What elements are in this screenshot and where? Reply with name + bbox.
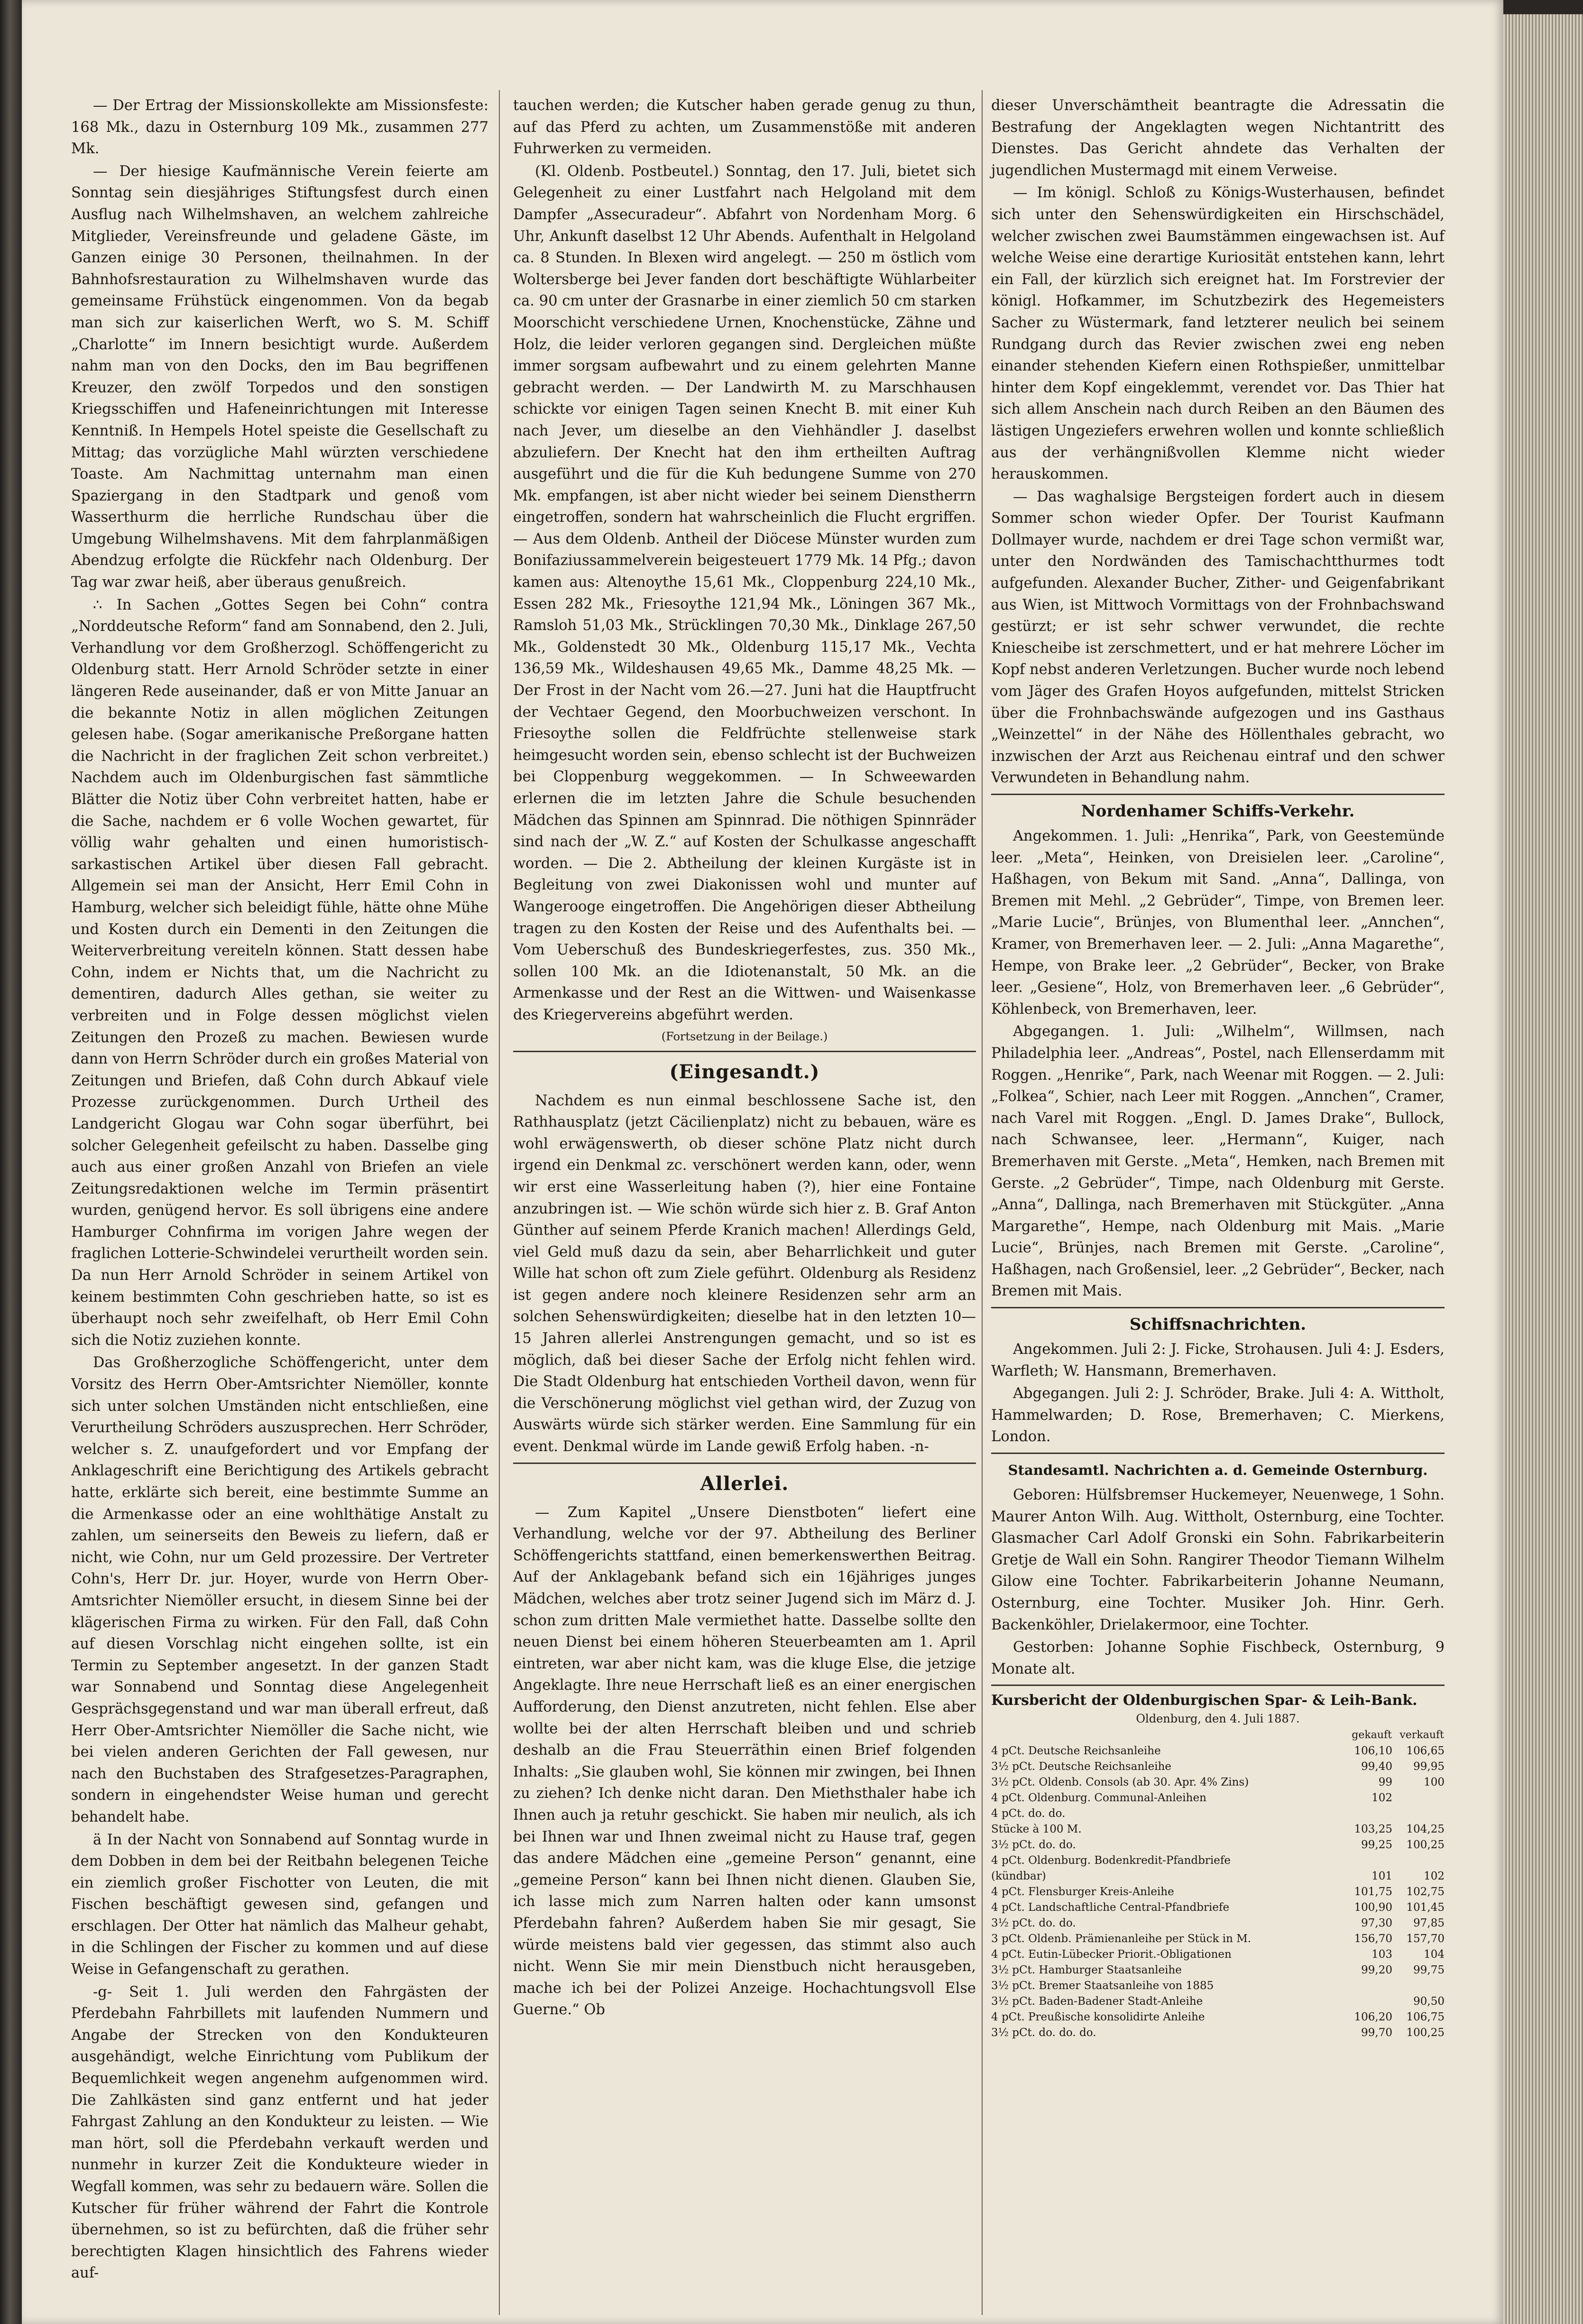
article: — Das waghalsige Bergsteigen fordert auch in diesem Sommer schon wieder Opfer. Der Tourist Kaufmann Dollmayer wurde, nachdem er drei Tage schon vermißt war, unter den Nordwänden des Tamischachtthurmes todt aufgefunden. Alexander Bucher, Zither- und Geigenfabrikant aus Wien, ist Mittwoch Vormittags von der Frohnbachswand gestürzt; er ist sehr schwer verwundet, die rechte Kniescheibe ist zerschmettert, und er hat mehrere Löcher im Kopf nebst anderen Verletzungen. Bucher wurde noch lebend vom Jäger des Grafen Hoyos aufgefunden, mittelst Stricken über die Frohnbachswände aufgezogen und ins Gasthaus „Weinzettel“ in der Nähe des Höllenthales gebracht, wo inzwischen der Arzt aus Reichenau eintraf und den schwer Verwundeten in Behandlung nahm. — [991, 488, 1445, 787]
section-rule — [513, 1051, 976, 1052]
price-bought — [1340, 1978, 1392, 1994]
births: Geboren: Hülfsbremser Huckemeyer, Neuenwege, 1 Sohn. Maurer Anton Wilh. Aug. Wittholt, Osternburg, eine Tochter. Glasmacher Carl Adolf Gronski ein Sohn. Fabrikarbeiterin Gretje de Wall ein Sohn. Rangirer Theodor Tiemann Wilhelm Gilow eine Tochter. Fabrikarbeiterin Johanne Neumann, Osternburg, eine Tochter. Musiker Joh. Hinr. Gerh. Backenköhler, Drielakermoor, eine Tochter. — [991, 1487, 1445, 1633]
section-heading-kursbericht: Kursbericht der Oldenburgischen Spar- & Leih-Bank. — [991, 1692, 1417, 1709]
security-name: (kündbar) — [991, 1870, 1046, 1883]
col-gekauft: gekauft — [1352, 1729, 1392, 1741]
table-row — [991, 1837, 1445, 1853]
security-name: 3½ pCt. Baden-Badener Stadt-Anleihe — [991, 1995, 1203, 2008]
price-sold — [1392, 1853, 1445, 1869]
security-name: Stücke à 100 M. — [991, 1823, 1082, 1836]
table-row — [991, 1759, 1445, 1775]
price-bought: 99,70 — [1361, 2027, 1392, 2039]
price-bought: 103 — [1371, 1948, 1392, 1961]
price-sold: 100 — [1424, 1776, 1445, 1789]
price-bought — [1340, 1994, 1392, 2009]
table-row — [991, 1743, 1445, 1759]
article: ä In der Nacht von Sonnabend auf Sonntag wurde in dem Dobben in dem bei der Reitbahn belegenen Teiche ein ziemlich großer Fischotter von Leuten, die mit Fischen beschäftigt gewesen sind, gefangen und erschlagen. Der Otter hat nämlich das Malheur gehabt, in die Schlingen der Fischer zu kommen und auf diese Weise in Gefangenschaft zu gerathen. — [71, 1831, 488, 1978]
section-rule — [991, 1685, 1445, 1686]
price-bought: 156,70 — [1354, 1933, 1392, 1945]
security-name: 3½ pCt. Bremer Staatsanleihe von 1885 — [991, 1980, 1214, 1992]
ship-arrivals: Angekommen. Juli 2: J. Ficke, Strohausen. Juli 4: J. Esders, Warfleth; W. Hansmann, Bremerhaven. — [991, 1341, 1445, 1380]
table-row — [991, 1994, 1445, 2009]
security-name: 3½ pCt. Oldenb. Consols (ab 30. Apr. 4% Zins) — [991, 1776, 1249, 1789]
price-sold — [1392, 1790, 1445, 1806]
deaths: Gestorben: Johanne Sophie Fischbeck, Osternburg, 9 Monate alt. — [991, 1639, 1445, 1677]
ship-departures: Abgegangen. Juli 2: J. Schröder, Brake. Juli 4: A. Wittholt, Hammelwarden; D. Rose, Bremerhaven; C. Mierkens, London. — [991, 1385, 1445, 1445]
price-bought: 101,75 — [1354, 1886, 1392, 1898]
price-sold: 99,95 — [1413, 1760, 1445, 1773]
security-name: 4 pCt. do. do. — [991, 1807, 1066, 1820]
ship-departures: Abgegangen. 1. Juli: „Wilhelm“, Willmsen, nach Philadelphia leer. „Andreas“, Postel, nach Ellenserdamm mit Roggen. „Henrike“, Park, nach Weenar mit Roggen. — 2. Juli: „Folkea“, Schier, nach Leer mit Roggen. „Annchen“, Cramer, nach Varel mit Roggen. „Engl. D. James Drake“, Bullock, nach Schwansee, leer. „Hermann“, Kuiger, nach Bremerhaven mit Gerste. „Meta“, Hemken, nach Bremen mit Gerste. „2 Gebrüder“, Timpe, nach Oldenburg mit Gerste. „Anna“, Dallinga, nach Bremerhaven mit Stückgüter. „Anna Margarethe“, Hempe, nach Oldenburg mit Mais. „Marie Lucie“, Brünjes, nach Bremen mit Gerste. „Caroline“, Haßhagen, nach Großensiel, leer. „2 Gebrüder“, Becker, nach Bremen mit Mais. — [991, 1023, 1445, 1300]
column-1 — [71, 95, 488, 2285]
security-name: 4 pCt. Landschaftliche Central-Pfandbriefe — [991, 1901, 1230, 1914]
security-name: 4 pCt. Preußische konsolidirte Anleihe — [991, 2011, 1205, 2024]
table-row — [991, 2009, 1445, 2025]
price-bought: 106,10 — [1354, 1745, 1392, 1758]
article: ∴ In Sachen „Gottes Segen bei Cohn“ contra „Norddeutsche Reform“ fand am Sonnabend, den 2. Juli, Verhandlung vor dem Großherzogl. Schöffengericht zu Oldenburg statt. Herr Arnold Schröder setzte in einer längeren Rede auseinander, daß er von Mitte Januar an die bekannte Notiz in allen möglichen Zeitungen gelesen habe. (Sogar amerikanische Preßorgane hatten die Nachricht in der fraglichen Zeit schon verbreitet.) Nachdem auch im Oldenburgischen fast sämmtliche Blätter die Notiz über Cohn verbreitet hatten, habe er die Sache, nachdem er 6 volle Wochen gewartet, für völlig wahr gehalten und einen humoristisch-sarkastischen Artikel über diesen Fall gebracht. Allgemein sei man der Ansicht, Herr Emil Cohn in Hamburg, welcher sich beleidigt fühle, hätte ohne Mühe und Kosten durch ein Dementi in den Zeitungen die Weiterverbreitung vereiteln können. Statt dessen habe Cohn, indem er Nichts that, um die Nachricht zu dementiren, dadurch Alles gethan, sie weiter zu verbreiten und in Folge dessen möglichst vielen Zeitungen den Prozeß zu machen. Bewiesen wurde dann von Herrn Schröder durch ein großes Material von Zeitungen und Briefen, daß Cohn durch Abkauf viele Prozesse zurückgenommen. Durch Urtheil des Landgericht Glogau war Cohn sogar überführt, bei solcher Gelegenheit gefeilscht zu haben. Dasselbe ging auch aus einer großen Anzahl von Briefen an viele Zeitungsredaktionen welche im Termin präsentirt wurden, genügend hervor. Es soll übrigens eine andere Hamburger Cohnfirma im vorigen Jahre wegen der fraglichen Lotterie-Schwindelei verurtheilt worden sein. Da nun Herr Arnold Schröder in seinem Artikel von keinem bestimmten Cohn geschrieben hatte, so ist es überhaupt noch sehr zweifelhaft, ob Herr Emil Cohn sich die Notiz zuziehen konnte. — [71, 596, 488, 1349]
price-bought: 102 — [1371, 1792, 1392, 1805]
price-sold: 106,75 — [1406, 2011, 1445, 2024]
price-sold — [1392, 1978, 1445, 1994]
table-header-row — [991, 1727, 1445, 1743]
price-bought: 101 — [1371, 1870, 1392, 1883]
section-rule — [513, 1463, 976, 1464]
table-row — [991, 1790, 1445, 1806]
section-rule — [991, 794, 1445, 795]
article: -g- Seit 1. Juli werden den Fahrgästen der Pferdebahn Fahrbillets mit laufenden Nummern und Angabe der Strecken von den Kondukteuren ausgehändigt, welche Einrichtung vom Publikum der Bequemlichkeit wegen angenehm aufgenommen wird. Die Zahlkästen sind ganz entfernt und hat jeder Fahrgast Zahlung an den Kondukteur zu leisten. — Wie man hört, soll die Pferdebahn verkauft werden und nunmehr in kurzer Zeit die Kondukteure wieder in Wegfall kommen, was sehr zu bedauern wäre. Sollen die Kutscher für früher während der Fahrt die Kontrole übernehmen, so ist zu befürchten, daß die früher sehr berechtigten Klagen hinsichtlich des Fahrens wieder auf- — [71, 1983, 488, 2282]
table-row — [991, 1978, 1445, 1994]
table-row — [991, 1947, 1445, 1963]
section-rule — [991, 1453, 1445, 1454]
price-bought: 100,90 — [1354, 1901, 1392, 1914]
security-name: 3 pCt. Oldenb. Prämienanleihe per Stück in M. — [991, 1933, 1252, 1945]
column-rule-2 — [982, 90, 983, 2315]
security-name: 3½ pCt. do. do. do. — [991, 2027, 1096, 2039]
col-verkauft: verkauft — [1399, 1729, 1444, 1741]
price-bought: 103,25 — [1354, 1823, 1392, 1836]
newspaper-page — [22, 0, 1503, 2324]
price-bought — [1340, 1853, 1392, 1869]
price-sold: 104 — [1424, 1948, 1445, 1961]
article: — Im königl. Schloß zu Königs-Wusterhausen, befindet sich unter den Sehenswürdigkeiten ein Hirschschädel, welcher zwischen zwei Baumstämmen eingewachsen ist. Auf welche Weise eine derartige Kuriosität entstehen kann, lehrt ein Fall, der kürzlich sich ereignet hat. Im Forstrevier der königl. Hofkammer, im Schutzbezirk des Hegemeisters Sacher zu Wüstermark, fand letzterer neulich bei seinem Rundgang durch das Revier zwischen zwei eng neben einander stehenden Kiefern einen Rothspießer, unmittelbar hinter dem Kopf eingeklemmt, verendet vor. Das Thier hat sich allem Anschein nach durch Reiben an den Bäumen des lästigen Ungeziefers erwehren wollen und konnte schließlich aus der verhängnißvollen Klemme nicht wieder herauskommen. — [991, 185, 1445, 483]
section-rule — [991, 1307, 1445, 1308]
article: — Zum Kapitel „Unsere Dienstboten“ liefert eine Verhandlung, welche vor der 97. Abtheilung des Berliner Schöffengerichts stattfand, einen bemerkenswerthen Beitrag. Auf der Anklagebank befand sich ein 16jähriges junges Mädchen, welches aber trotz seiner Jugend sich im März d. J. schon zum dritten Male vermiethet hatte. Dasselbe sollte den neuen Dienst bei einem höheren Steuerbeamten am 1. April eintreten, war aber nicht kam, was die kluge Else, die jetzige Angeklagte. Ihre neue Herrschaft ließ es an einer energischen Aufforderung, den Dienst anzutreten, nicht fehlen. Else aber wollte bei der alten Herrschaft bleiben und und schrieb deshalb an die Frau Steuerräthin einen Brief folgenden Inhalts: „Sie glauben wohl, Sie können mir zwingen, bei Ihnen zu ziehen? Ich denke nicht daran. Den Miethsthaler habe ich Ihnen auch ja retuhr geschickt. Sie haben mir neulich, als ich bei Ihnen war und Ihnen zweimal nicht zu Hause traf, gegen das andere Mädchen eine „gemeine Person“ genannt, eine „gemeine Person“ kann bei Ihnen nicht dienen. Glauben Sie, ich lasse mich zum Narren halten oder kann umsonst Pferdebahn fahren? Außerdem haben Sie mir gesagt, Sie würde meistens bald vier gegessen, das stimmt also auch nicht. Wenn Sie mir mein Dienstbuch nicht herausgeben, mache ich bei der Polizei Anzeige. Hochachtungsvoll Else Guerne.“ Ob — [513, 1504, 976, 2018]
price-sold: 102,75 — [1406, 1886, 1445, 1898]
price-sold: 99,75 — [1413, 1964, 1445, 1977]
table-row — [991, 1775, 1445, 1790]
page-edges — [1503, 14, 1583, 2324]
security-name: 4 pCt. Oldenburg. Bodenkredit-Pfandbriefe — [991, 1854, 1231, 1867]
price-sold: 100,25 — [1406, 1839, 1445, 1852]
price-sold: 100,25 — [1406, 2027, 1445, 2039]
price-bought: 97,30 — [1361, 1917, 1392, 1930]
column-rule-1 — [499, 90, 500, 2315]
article: dieser Unverschämtheit beantragte die Adressatin die Bestrafung der Angeklagten wegen Nichtantritt des Dienstes. Das Gericht ahndete das Verhalten der jugendlichen Mustermagd mit einem Verweise. — [991, 97, 1445, 179]
table-row — [991, 1853, 1445, 1869]
exchange-rate-table — [991, 1727, 1445, 2041]
section-heading-standesamt: Standesamtl. Nachrichten a. d. Gemeinde Osternburg. — [1008, 1462, 1428, 1479]
security-name: 3½ pCt. Deutsche Reichsanleihe — [991, 1760, 1172, 1773]
price-bought: 99,25 — [1361, 1839, 1392, 1852]
security-name: 3½ pCt. Hamburger Staatsanleihe — [991, 1964, 1182, 1977]
table-row — [991, 1931, 1445, 1947]
section-heading-eingesandt: (Eingesandt.) — [669, 1060, 820, 1083]
section-heading-nordenham: Nordenhamer Schiffs-Verkehr. — [1081, 802, 1355, 821]
price-sold: 102 — [1424, 1870, 1445, 1883]
table-row — [991, 1916, 1445, 1931]
security-name: 4 pCt. Deutsche Reichsanleihe — [991, 1745, 1161, 1758]
section-heading-allerlei: Allerlei. — [700, 1472, 789, 1495]
ship-arrivals: Angekommen. 1. Juli: „Henrika“, Park, von Geestemünde leer. „Meta“, Heinken, von Dreisielen leer. „Caroline“, Haßhagen, von Bekum mit Sand. „Anna“, Dallinga, von Bremen mit Mehl. „2 Gebrüder“, Timpe, von Bremen leer. „Marie Lucie“, Brünjes, von Blumenthal leer. „Annchen“, Kramer, von Bremerhaven leer. — 2. Juli: „Anna Magarethe“, Hempe, von Brake leer. „2 Gebrüder“, Becker, von Brake leer. „Gesiene“, Holz, von Bremerhaven leer. „6 Gebrüder“, Köhlenbeck, von Bremerhaven, leer. — [991, 828, 1445, 1018]
security-name: 4 pCt. Eutin-Lübecker Priorit.-Obligationen — [991, 1948, 1232, 1961]
price-bought: 106,20 — [1354, 2011, 1392, 2024]
price-bought: 99,40 — [1361, 1760, 1392, 1773]
page-edge-shadow — [1503, 0, 1583, 14]
price-bought: 99 — [1378, 1776, 1392, 1789]
security-name: 3½ pCt. do. do. — [991, 1839, 1076, 1852]
price-sold — [1392, 1806, 1445, 1822]
column-3 — [991, 95, 1445, 2041]
article: — Der Ertrag der Missionskollekte am Missionsfeste: 168 Mk., dazu in Osternburg 109 Mk., zusammen 277 Mk. — [71, 97, 488, 157]
price-sold: 101,45 — [1406, 1901, 1445, 1914]
price-sold: 97,85 — [1413, 1917, 1445, 1930]
book-spine — [0, 0, 22, 2324]
table-row — [991, 1822, 1445, 1837]
article: (Kl. Oldenb. Postbeutel.) Sonntag, den 17. Juli, bietet sich Gelegenheit zu einer Lustfahrt nach Helgoland mit dem Dampfer „Assecuradeur“. Abfahrt von Nordenham Morg. 6 Uhr, Ankunft daselbst 12 Uhr Abends. Aufenthalt in Helgoland ca. 8 Stunden. In Blexen wird angelegt. — 250 m östlich vom Woltersberge bei Jever fanden dort beschäftigte Wühlarbeiter ca. 90 cm unter der Grasnarbe in einer ziemlich 50 cm starken Moorschicht verschiedene Urnen, Knochenstücke, Zähne und Holz, die leider verloren gegangen sind. Dergleichen müßte immer sorgsam aufbewahrt und zu einem gelehrten Manne gebracht werden. — Der Landwirth M. zu Marschhausen schickte vor einigen Tagen seinen Knecht B. mit einer Kuh nach Jever, um dieselbe an den Viehhändler J. daselbst abzuliefern. Der Knecht hat den ihm ertheilten Auftrag ausgeführt und die für die Kuh bedungene Summe von 270 Mk. empfangen, ist aber nicht wieder bei seinem Dienstherrn eingetroffen, sondern hat wahrscheinlich die Flucht ergriffen. — Aus dem Oldenb. Antheil der Diöcese Münster wurden zum Bonifaziussammelverein beigesteuert 1779 Mk. 14 Pfg.; davon kamen aus: Altenoythe 15,61 Mk., Cloppenburg 224,10 Mk., Essen 282 Mk., Friesoythe 121,94 Mk., Löningen 367 Mk., Ramsloh 51,03 Mk., Strücklingen 70,30 Mk., Dinklage 267,50 Mk., Goldenstedt 30 Mk., Oldenburg 115,17 Mk., Vechta 136,59 Mk., Wildeshausen 49,65 Mk., Damme 48,25 Mk. — Der Frost in der Nacht vom 26.—27. Juni hat die Hauptfrucht der Vechtaer Gegend, den Moorbuchweizen verschont. In Friesoythe sollen die Feldfrüchte stellenweise stark heimgesucht worden sein, ebenso schlecht ist der Buchweizen bei Cloppenburg weggekommen. — In Schweewarden erlernen die im letzten Jahre die Schule besuchenden Mädchen das Spinnen am Spinnrad. Die nöthigen Spinnräder sind nach der „W. Z.“ auf Kosten der Schulkasse angeschafft worden. — Die 2. Abtheilung der kleinen Kurgäste ist in Begleitung von zwei Diakonissen wohl und munter auf Wangerooge eingetroffen. Die Angehörigen dieser Abtheilung tragen zu den Kosten der Reise und des Aufenthalts bei. — Vom Ueberschuß des Bundeskriegerfestes, zus. 350 Mk., sollen 100 Mk. an die Idiotenanstalt, 50 Mk. an die Armenkasse und der Rest an die Wittwen- und Waisenkasse des Kriegervereins abgeführt werden. — [513, 163, 976, 1023]
kurs-date: Oldenburg, den 4. Juli 1887. — [1136, 1712, 1300, 1726]
article: — Der hiesige Kaufmännische Verein feierte am Sonntag sein diesjähriges Stiftungsfest durch einen Ausflug nach Wilhelmshaven, an welchem zahlreiche Mitglieder, Vereinsfreunde und geladene Gäste, im Ganzen einige 30 Personen, theilnahmen. In der Bahnhofsrestauration zu Wilhelmshaven wurde das gemeinsame Frühstück eingenommen. Von da begab man sich zur kaiserlichen Werft, wo S. M. Schiff „Charlotte“ im Innern besichtigt wurde. Außerdem nahm man von den Docks, den im Bau begriffenen Kreuzer, den zwölf Torpedos und den sonstigen Kriegsschiffen und Hafeneinrichtungen mit Interesse Kenntniß. In Hempels Hotel speiste die Gesellschaft zu Mittag; das vorzügliche Mahl würzten verschiedene Toaste. Am Nachmittag unternahm man einen Spaziergang in den Stadtpark und genoß vom Wasserthurm die herrliche Rundschau über die Umgebung Wilhelmshavens. Mit dem fahrplanmäßigen Abendzug erfolgte die Rückfehr nach Oldenburg. Der Tag war zwar heiß, aber überaus genußreich. — [71, 163, 488, 591]
price-bought — [1340, 1806, 1392, 1822]
table-row — [991, 2025, 1445, 2041]
column-2 — [513, 95, 976, 2022]
section-heading-schiffsnachrichten: Schiffsnachrichten. — [1129, 1315, 1307, 1334]
price-bought: 99,20 — [1361, 1964, 1392, 1977]
table-row — [991, 1869, 1445, 1884]
article: Nachdem es nun einmal beschlossene Sache ist, den Rathhausplatz (jetzt Cäcilienplatz) nicht zu bebauen, wäre es wohl erwägenswerth, ob dieser schöne Platz nicht durch irgend ein Denkmal zc. verschönert werden kann, oder, wenn wir erst eine Wasserleitung haben (?), hier eine Fontaine anzubringen ist. — Wie schön würde sich hier z. B. Graf Anton Günther auf seinem Pferde Kranich machen! Allerdings Geld, viel Geld muß dazu da sein, aber Beharrlichkeit und guter Wille hat schon oft zum Ziele geführt. Oldenburg als Residenz ist gegen andere noch kleinere Residenzen sehr arm an solchen Sehenswürdigkeiten; dieselbe hat in den letzten 10—15 Jahren allerlei Anstrengungen gemacht, und so ist es möglich, daß bei dieser Sache der Erfolg nicht fehlen wird. Die Stadt Oldenburg hat entschieden Vortheil davon, wenn für die Verschönerung möglichst viel gethan wird, der Zuzug von Auswärts würde sich stärker werden. Eine Sammlung für ein event. Denkmal würde im Lande gewiß Erfolg haben. -n- — [513, 1092, 976, 1455]
continuation-note: (Fortsetzung in der Beilage.) — [661, 1029, 828, 1043]
security-name: 3½ pCt. do. do. — [991, 1917, 1076, 1930]
price-sold: 106,65 — [1406, 1745, 1445, 1758]
table-row — [991, 1963, 1445, 1978]
price-sold: 104,25 — [1406, 1823, 1445, 1836]
article: Das Großherzogliche Schöffengericht, unter dem Vorsitz des Herrn Ober-Amtsrichter Niemöller, konnte sich unter solchen Umständen nicht entschließen, eine Verurtheilung Schröders auszusprechen. Herr Schröder, welcher s. Z. unaufgefordert und vor Empfang der Anklageschrift eine Berichtigung des Artikels gebracht hatte, erklärte sich bereit, eine bestimmte Summe an die Armenkasse oder an eine wohlthätige Anstalt zu zahlen, um seinerseits den Beweis zu liefern, daß er nicht, wie Cohn, nur um Geld prozessire. Der Vertreter Cohn's, Herr Dr. jur. Hoyer, wurde von Herrn Ober-Amtsrichter Niemöller ersucht, in diesem Sinne bei der klägerischen Firma zu wirken. Für den Fall, daß Cohn auf diesen Vorschlag nicht eingehen sollte, ist ein Termin zu September angesetzt. In der ganzen Stadt war Sonnabend und Sonntag diese Angelegenheit Gesprächsgegenstand und war man überall erfreut, daß Herr Ober-Amtsrichter Niemöller die Sache nicht, wie bei vielen anderen Gerichten der Fall gewesen, nur nach den Buchstaben des Strafgesetzes-Paragraphen, sondern in eingehendster Weise human und gerecht behandelt habe. — [71, 1354, 488, 1825]
article: tauchen werden; die Kutscher haben gerade genug zu thun, auf das Pferd zu achten, um Zusammenstöße mit anderen Fuhrwerken zu vermeiden. — [513, 97, 976, 157]
price-sold: 157,70 — [1406, 1933, 1445, 1945]
security-name: 4 pCt. Flensburger Kreis-Anleihe — [991, 1886, 1174, 1898]
security-name: 4 pCt. Oldenburg. Communal-Anleihen — [991, 1792, 1206, 1805]
table-row — [991, 1900, 1445, 1916]
price-sold: 90,50 — [1413, 1995, 1445, 2008]
table-row — [991, 1806, 1445, 1822]
table-row — [991, 1884, 1445, 1900]
